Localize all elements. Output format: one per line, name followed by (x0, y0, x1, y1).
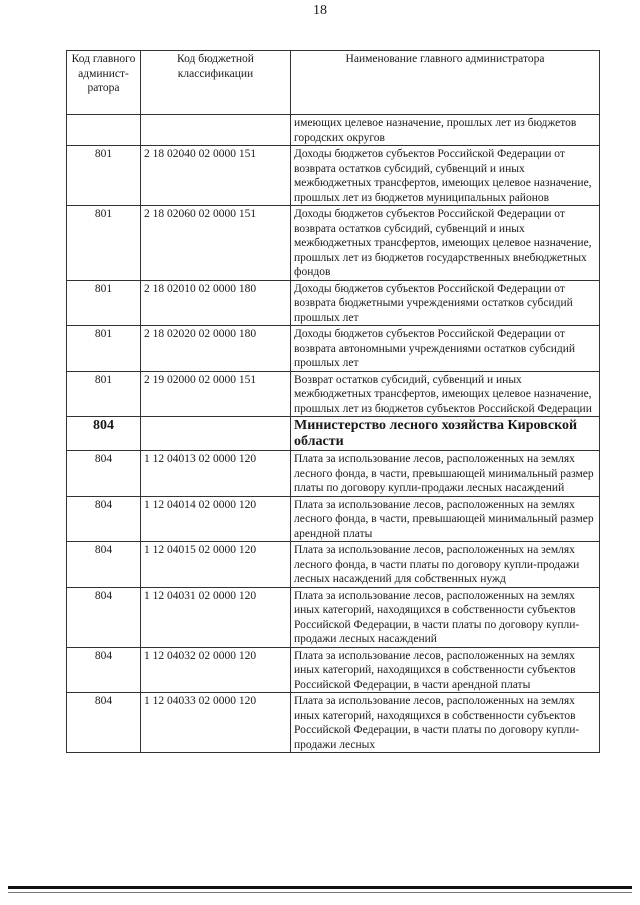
header-classification-code: Код бюджетной классификации (141, 51, 291, 115)
admin-name-cell: Плата за использование лесов, расположенных на землях лесного фонда, в части, превышающей минимальный размер платы по договору купли-продажи лесных насаждений (291, 451, 600, 497)
ministry-name-cell: Министерство лесного хозяйства Кировской области (291, 417, 600, 451)
admin-name-cell: имеющих целевое назначение, прошлых лет из бюджетов городских округов (291, 115, 600, 146)
table-row (67, 451, 600, 497)
admin-name-cell: Плата за использование лесов, расположенных на землях иных категорий, находящихся в собственности субъектов Российской Федерации, в части арендной платы (291, 647, 600, 693)
admin-name-cell: Доходы бюджетов субъектов Российской Федерации от возврата остатков субсидий, субвенций и иных межбюджетных трансфертов, имеющих целевое назначение, прошлых лет из бюджетов муниципальных районов (291, 146, 600, 206)
page-bottom-border (8, 886, 632, 889)
admin-code-cell: 801 (67, 146, 141, 206)
admin-name-cell: Плата за использование лесов, расположенных на землях иных категорий, находящихся в собственности субъектов Российской Федерации, в части платы по договору купли-продажи лесных (291, 693, 600, 753)
table-row (67, 115, 600, 146)
page-number: 18 (313, 3, 327, 18)
table-row (67, 693, 600, 753)
table-row (67, 371, 600, 417)
classification-code-cell (141, 115, 291, 146)
classification-code-cell: 2 19 02000 02 0000 151 (141, 371, 291, 417)
table-row (67, 280, 600, 326)
classification-code-cell: 1 12 04015 02 0000 120 (141, 542, 291, 588)
admin-code-cell: 804 (67, 587, 141, 647)
admin-name-cell: Доходы бюджетов субъектов Российской Федерации от возврата автономными учреждениями остатков субсидий прошлых лет (291, 326, 600, 372)
admin-name-cell: Возврат остатков субсидий, субвенций и иных межбюджетных трансфертов, имеющих целевое назначение, прошлых лет из бюджетов субъектов Российской Федерации (291, 371, 600, 417)
admin-name-cell: Доходы бюджетов субъектов Российской Федерации от возврата остатков субсидий, субвенций и иных межбюджетных трансфертов, имеющих целевое назначение, прошлых лет из бюджетов государственных внебюджетных фондов (291, 206, 600, 281)
classification-code-cell: 1 12 04031 02 0000 120 (141, 587, 291, 647)
classification-code-cell: 1 12 04032 02 0000 120 (141, 647, 291, 693)
admin-code-cell: 804 (67, 496, 141, 542)
admin-code-cell: 801 (67, 326, 141, 372)
ministry-heading-row (67, 417, 600, 451)
budget-classification-table (66, 50, 600, 753)
admin-code-cell: 801 (67, 371, 141, 417)
classification-code-cell: 1 12 04033 02 0000 120 (141, 693, 291, 753)
classification-code-cell: 1 12 04013 02 0000 120 (141, 451, 291, 497)
table-row (67, 326, 600, 372)
admin-name-cell: Плата за использование лесов, расположенных на землях лесного фонда, в части платы по договору купли-продажи лесных насаждений для собственных нужд (291, 542, 600, 588)
admin-code-cell: 801 (67, 206, 141, 281)
table-header-row (67, 51, 600, 115)
admin-code-cell: 804 (67, 693, 141, 753)
table-row (67, 206, 600, 281)
header-admin-code: Код главного админист-ратора (67, 51, 141, 115)
table-row (67, 146, 600, 206)
table-row (67, 587, 600, 647)
admin-code-cell: 804 (67, 417, 141, 451)
classification-code-cell: 2 18 02020 02 0000 180 (141, 326, 291, 372)
admin-name-cell: Доходы бюджетов субъектов Российской Федерации от возврата бюджетными учреждениями остатков субсидий прошлых лет (291, 280, 600, 326)
table-row (67, 496, 600, 542)
admin-code-cell (67, 115, 141, 146)
admin-code-cell: 801 (67, 280, 141, 326)
table-row (67, 542, 600, 588)
header-admin-name: Наименование главного администратора (291, 51, 600, 115)
table-row (67, 647, 600, 693)
admin-name-cell: Плата за использование лесов, расположенных на землях иных категорий, находящихся в собственности субъектов Российской Федерации, в части платы по договору купли-продажи лесных насаждений (291, 587, 600, 647)
page-bottom-border-thin (8, 892, 632, 893)
admin-code-cell: 804 (67, 647, 141, 693)
admin-code-cell: 804 (67, 451, 141, 497)
classification-code-cell: 1 12 04014 02 0000 120 (141, 496, 291, 542)
admin-name-cell: Плата за использование лесов, расположенных на землях лесного фонда, в части, превышающей минимальный размер арендной платы (291, 496, 600, 542)
classification-code-cell: 2 18 02040 02 0000 151 (141, 146, 291, 206)
classification-code-cell: 2 18 02060 02 0000 151 (141, 206, 291, 281)
classification-code-cell: 2 18 02010 02 0000 180 (141, 280, 291, 326)
admin-code-cell: 804 (67, 542, 141, 588)
classification-code-cell (141, 417, 291, 451)
